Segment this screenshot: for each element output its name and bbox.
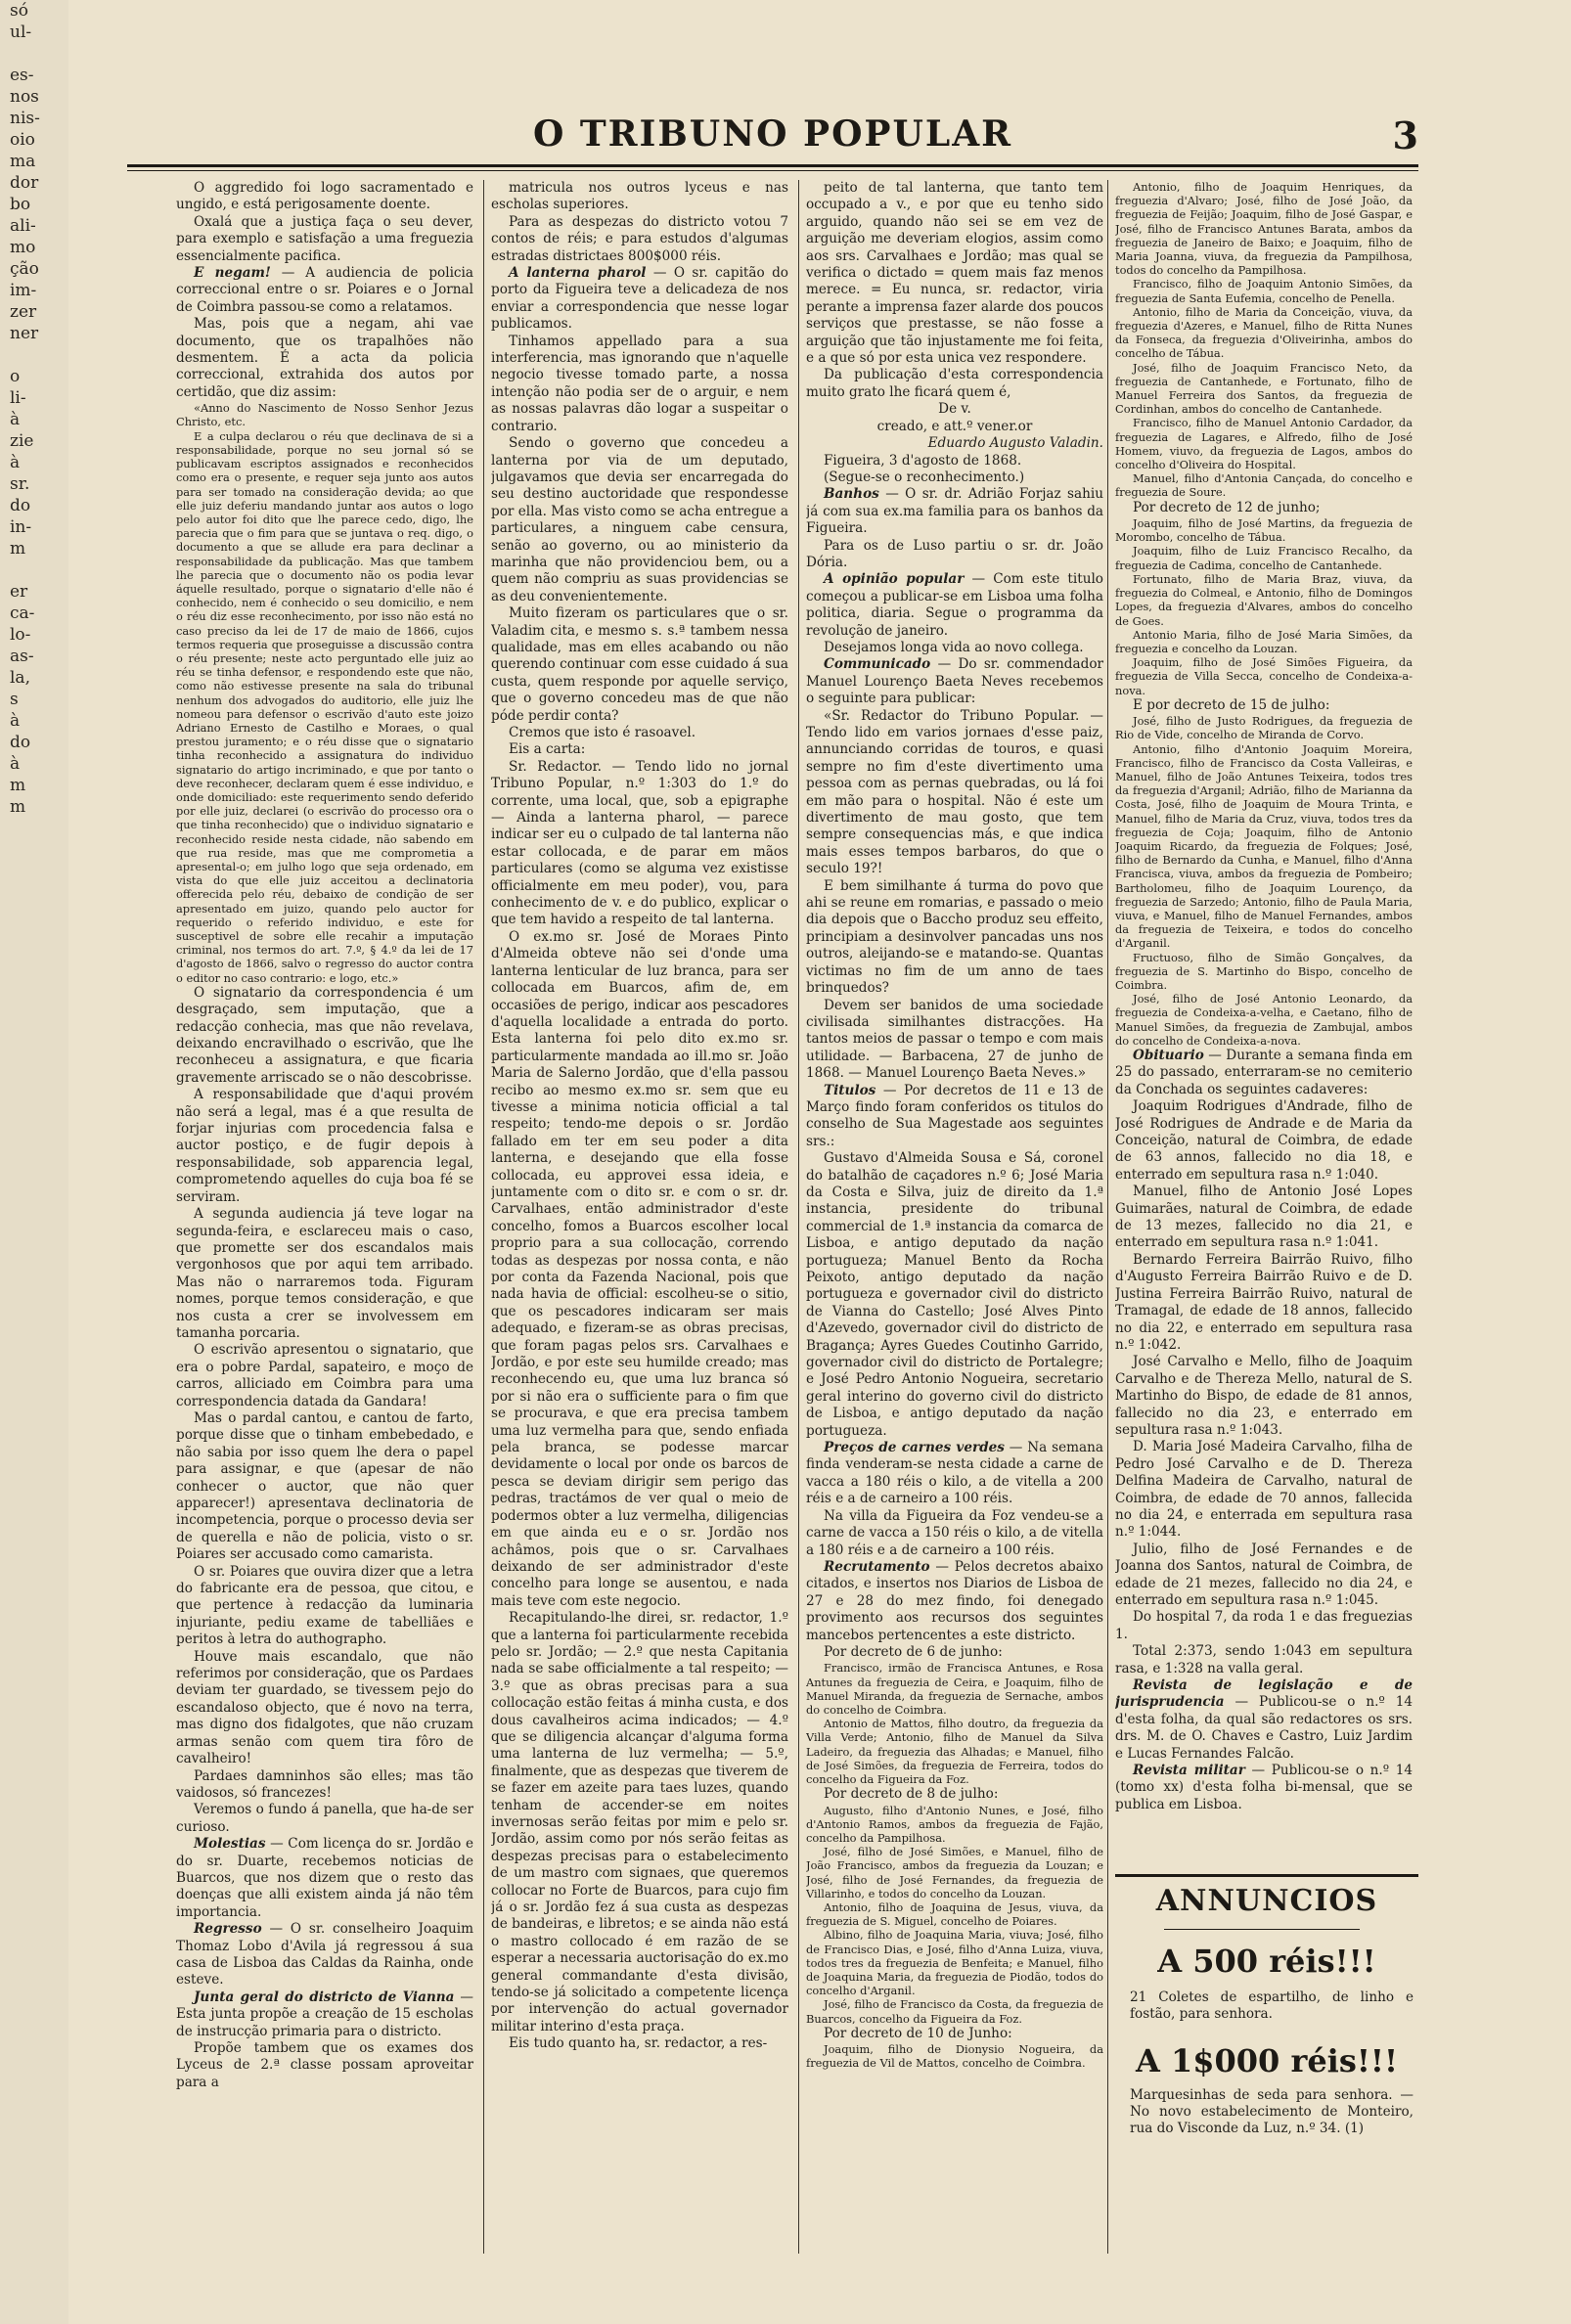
paragraph-text: Mas o pardal cantou, e cantou de farto, porque disse que o tinham embebedado, e não sabia por isso quem lhe dera o papel para assignar, e que (apesar de não conhecer o auctor, que não quer apparecer!) apresentava declinatoria de incompetencia, porque o processo devia ser de querella e não de policia, visto o sr. Poiares ser accusado como camarista.: [176, 1409, 473, 1563]
small-paragraph: Augusto, filho d'Antonio Nunes, e José, filho d'Antonio Ramos, ambos da freguezia de Fajão, concelho da Pampilhosa.: [806, 1803, 1103, 1845]
small-paragraph: José, filho de José Antonio Leonardo, da freguezia de Condeixa-a-velha, e Caetano, filho de Manuel Simões, da freguezia de Zambujal, ambos do concelho de Condeixa-a-nova.: [1115, 992, 1413, 1048]
fragment-text: [0, 43, 68, 65]
paragraph: [176, 1206, 473, 1342]
paragraph-text: Mas, pois que a negam, ahi vae documento, que os trapalhões não desmentem. É a acta da policia correccional, extrahida dos autos por certidão, que diz assim:: [176, 316, 473, 400]
news-headline: A opinião popular: [824, 571, 965, 588]
fragment-text: ção: [10, 259, 39, 279]
fragment-text: nos: [10, 87, 39, 107]
paragraph: [1115, 1643, 1413, 1677]
paragraph: [1115, 1252, 1413, 1354]
news-headline: A lanterna pharol: [509, 265, 647, 282]
paragraph-text: Por decreto de 12 de junho;: [1133, 499, 1321, 515]
paragraph-text: Veremos o fundo á panella, que ha-de ser curioso.: [176, 1802, 473, 1835]
paragraph: [176, 1649, 473, 1768]
news-headline: Banhos: [824, 486, 879, 503]
fragment-text: dor: [10, 173, 39, 193]
paragraph: [491, 435, 788, 605]
paragraph-text: José Carvalho e Mello, filho de Joaquim Carvalho e de Thereza Mello, natural de S. Martinho do Bispo, de edade de 81 annos, fallecido no dia 23, e enterrado em sepultura rasa n.º 1:043.: [1115, 1354, 1413, 1438]
news-item: [176, 1836, 473, 1921]
annuncios-heading: ANNUNCIOS: [1155, 1884, 1378, 1918]
masthead-rule-thin: [127, 170, 1418, 171]
paragraph: [176, 316, 473, 401]
paragraph: [491, 2035, 788, 2052]
paragraph-text: O ex.mo sr. José de Moraes Pinto d'Almeida obteve não sei d'onde uma lanterna lenticular de luz branca, para ser collocada em Buarcos, afim de, em occasiões de perigo, indicar aos pescadores d'aquella localidade a entrada do porto. Esta lanterna foi pelo dito ex.mo sr. particularmente mandada ao ill.mo sr. João Maria de Salerno Jordão, que d'ella passou recibo ao mesmo ex.mo sr. sem que eu tivesse a minima noticia official a tal respeito; tendo-me depois o sr. Jordão fallado em ter em seu poder a dita lanterna, e desejando que ella fosse collocada, eu approvei essa ideia, e juntamente com o dito sr. e com o sr. dr. Carvalhaes, então administrador d'este concelho, fomos a Buarcos escolher local proprio para a sua collocação, correndo todas as despezas por nossa conta, e não por conta da Fazenda Nacional, pois que nada havia de official: escolheu-se o sitio, que os pescadores indicaram ser mais adequado, e fizeram-se as obras precisas, que foram pagas pelos srs. Carvalhaes e Jordão, e por este seu humilde creado; mas reconhecendo eu, que uma luz branca só por si não era o sufficiente para o fim que se procurava, e que era precisa tambem uma luz vermelha para que, sendo enfiada pela branca, se podesse marcar devidamente o local por onde os barcos de pesca se deviam dirigir sem perigo das pedras, tractámos de ver qual o meio de podermos obter a luz vermelha, diligencias em que ainda eu e o sr. Jordão nos achâmos, pois que o sr. Carvalhaes deixando de ser administrador d'este concelho para longe se ausentou, e nada mais teve com este negocio.: [491, 928, 788, 1609]
small-paragraph: Francisco, filho de Joaquim Antonio Simões, da freguezia de Santa Eufemia, concelho de Penella.: [1115, 277, 1413, 305]
small-paragraph: Manuel, filho d'Antonia Cançada, do concelho e freguezia de Soure.: [1115, 471, 1413, 500]
adjacent-page-strip: [0, 0, 70, 2324]
fragment-text: o: [10, 367, 21, 386]
small-paragraph: Joaquim, filho de José Martins, da freguezia de Morombo, concelho de Tábua.: [1115, 516, 1413, 545]
news-headline: E negam!: [194, 265, 271, 282]
ad-text-2: [1130, 2087, 1414, 2137]
fragment-text: à: [10, 410, 21, 429]
paragraph: [806, 998, 1103, 1083]
paragraph: [806, 1786, 1103, 1803]
small-paragraph: José, filho de José Simões, e Manuel, filho de João Francisco, ambos da freguezia da Louzan; e José, filho de José Fernandes, da freguezia de Villarinho, e todos do concelho da Louzan.: [806, 1845, 1103, 1900]
fragment-text: er: [10, 582, 28, 602]
fragment-text: [0, 344, 68, 366]
paragraph-text: Muito fizeram os particulares que o sr. Valadim cita, e mesmo s. s.ª tambem nessa qualidade, mas em elles acabando ou não querendo continuar com esse cuidado á sua custa, quem responde por aquelle serviço, que o governo concedeu mas de que não póde perdir conta?: [491, 605, 788, 724]
paragraph-text: Por decreto de 6 de junho:: [824, 1643, 1003, 1660]
small-paragraph: José, filho de Joaquim Francisco Neto, da freguezia de Cantanhede, e Fortunato, filho de Manuel Ferreira dos Santos, da freguezia de Cordinhan, ambos do concelho de Cantanhede.: [1115, 360, 1413, 417]
fragment-text: [0, 559, 68, 581]
signature-line: Eduardo Augusto Valadin.: [927, 435, 1103, 452]
newspaper-title: O TRIBUNO POPULAR: [532, 113, 1013, 155]
paragraph-text: Figueira, 3 d'agosto de 1868.: [824, 452, 1022, 469]
news-item: [806, 486, 1103, 537]
small-paragraph: Francisco, filho de Manuel Antonio Cardador, da freguezia de Lagares, e Alfredo, filho de José Homem, viuvo, da freguezia de Lagos, ambos do concelho d'Oliveira do Hospital.: [1115, 416, 1413, 472]
fragment-text: m: [10, 539, 26, 559]
news-headline: Junta geral do districto de Vianna: [194, 1989, 455, 2005]
paragraph: [491, 214, 788, 265]
paragraph-text: Para as despezas do districto votou 7 contos de réis; e para estudos d'algumas estradas districtaes 800$000 réis.: [491, 213, 788, 264]
paragraph: [806, 453, 1103, 469]
paragraph: [806, 1150, 1103, 1440]
paragraph: [491, 605, 788, 725]
centered-line: creado, e att.º vener.or: [876, 418, 1033, 434]
annuncios-rule: [1115, 1874, 1418, 1877]
small-paragraph: Antonio, filho de Joaquim Henriques, da freguezia d'Alvaro; José, filho de José João, da freguezia de Feijão; Joaquim, filho de José Gaspar, e José, filho de Francisco Antunes Barata, ambos da freguezia de Janeiro de Baixo; e Joaquim, filho de Maria Joanna, viuva, da freguezia da Pampilhosa, todos do concelho da Pampilhosa.: [1115, 180, 1413, 278]
paragraph: [806, 538, 1103, 572]
small-paragraph: José, filho de Francisco da Costa, da freguezia de Buarcos, concelho da Figueira da Foz.: [806, 1997, 1103, 2026]
paragraph: [1115, 1439, 1413, 1541]
fragment-text: sr.: [10, 474, 30, 494]
paragraph: [491, 929, 788, 1610]
paragraph-text: Recapitulando-lhe direi, sr. redactor, 1.º que a lanterna foi particularmente recebida pelo sr. Jordão; — 2.º que nesta Capitania nada se sabe officialmente a tal respeito; — 3.º que as obras precisas para a sua collocação estão feitas á minha custa, e dos dous cavalheiros acima indicados; — 4.º que se diligencia alcançar d'alguma forma uma lanterna de luz vermelha; — 5.º, finalmente, que as despezas que tiverem de se fazer em azeite para taes luzes, quando tenham de accender-se em noites invernosas serão feitas por mim e pelo sr. Jordão, assim como por nós serão feitas as despezas precisas para o estabelecimento de um mastro com signaes, que queremos collocar no Forte de Buarcos, para cujo fim já o sr. Jordão fez á sua custa as despezas de bandeiras, e libretos; e se ainda não está o mastro collocado é em razão de se esperar a necessaria auctorisação do ex.mo general commandante d'esta divisão, tendo-se já solicitado a competente licença por intervenção do actual governador militar interino d'esta praça.: [491, 1610, 788, 2034]
fragment-text: es-: [10, 66, 34, 85]
paragraph: [806, 1644, 1103, 1661]
ad-reference: (1): [1344, 2121, 1365, 2136]
paragraph-text: peito de tal lanterna, que tanto tem occupado a v., e por que eu tenho sido arguido, quando não sei se em vez de arguição me deveriam elogios, assim como aos srs. Carvalhaes e Jordão; mas qual se verifica o dictado = quem mais faz menos merece. = Eu nunca, sr. redactor, viria perante a imprensa fazer alarde dos poucos serviços que prestasse, se não fosse a arguição que tão injustamente me foi feita, e a que só por esta unica vez respondere.: [806, 180, 1103, 367]
small-paragraph: «Anno do Nascimento de Nosso Senhor Jezus Christo, etc.: [176, 401, 473, 429]
paragraph-text: — Com licença do sr. Jordão e do sr. Duarte, recebemos noticias de Buarcos, que nos dizem que o resto das doenças que alli existem ainda já não têm importancia.: [176, 1836, 473, 1920]
paragraph-text: — Esta junta propõe a creação de 15 escholas de instrucção primaria para o districto.: [176, 1989, 473, 2039]
fragment-text: li-: [10, 388, 26, 408]
fragment-text: ul-: [10, 22, 32, 42]
news-item: [806, 1559, 1103, 1644]
fragment-text: m: [10, 797, 26, 817]
paragraph: [176, 214, 473, 265]
paragraph-text: — Durante a semana finda em 25 do passado, enterraram-se no cemiterio da Conchada os seguintes cadaveres:: [1115, 1048, 1413, 1097]
paragraph: [176, 985, 473, 1087]
paragraph: [806, 180, 1103, 367]
paragraph-text: Na villa da Figueira da Foz vendeu-se a carne de vacca a 150 réis o kilo, a de vitella a 180 réis e a de carneiro a 100 réis.: [806, 1507, 1103, 1558]
paragraph-text: Propõe tambem que os exames dos Lyceus de 2.ª classe possam aproveitar para a: [176, 2040, 473, 2090]
paragraph-text: Sendo o governo que concedeu a lanterna por via de um deputado, julgavamos que devia ser encarregada do seu destino auctoridade que respondesse por ella. Mas visto como se acha entregue a particulares, a ninguem cabe censura, senão ao governo, ou ao ministerio da marinha que não providenciou bem, ou a quem não compriu as suas providencias se as deu convenientemente.: [491, 435, 788, 604]
small-paragraph: Antonio Maria, filho de José Maria Simões, da freguezia e concelho da Louzan.: [1115, 627, 1413, 655]
fragment-text: ma: [10, 152, 36, 171]
paragraph-text: (Segue-se o reconhecimento.): [824, 469, 1025, 485]
fragment-text: à: [10, 711, 21, 731]
paragraph-text: — O sr. dr. Adrião Forjaz sahiu já com sua ex.ma familia para os banhos da Figueira.: [806, 486, 1103, 537]
paragraph-text: O aggredido foi logo sacramentado e ungido, e está perigosamente doente.: [176, 180, 473, 213]
paragraph-text: Por decreto de 8 de julho:: [824, 1786, 999, 1803]
news-headline: Regresso: [194, 1921, 262, 1938]
fragment-text: ner: [10, 324, 39, 343]
page-number: 3: [1392, 113, 1418, 157]
news-item: [806, 1440, 1103, 1508]
paragraph-text: — Publicou-se o n.º 14 (tomo xx) d'esta folha bi-mensal, que se publica em Lisboa.: [1115, 1763, 1413, 1812]
paragraph-text: Oxalá que a justiça faça o seu dever, para exemplo e satisfação a uma freguezia essencialmente pacifica.: [176, 213, 473, 264]
fragment-text: bo: [10, 195, 31, 214]
paragraph: [176, 2040, 473, 2091]
paragraph: [806, 1508, 1103, 1559]
news-item: [806, 571, 1103, 640]
fragment-text: à: [10, 754, 21, 774]
paragraph-text: Por decreto de 10 de Junho:: [824, 2025, 1012, 2041]
fragment-text: ca-: [10, 603, 35, 623]
small-paragraph: E a culpa declarou o réu que declinava de si a responsabilidade, porque no seu jornal só se publicavam escriptos assignados e reconhecidos como era o presente, e requer seja junto aos autos para ser tomado na consideração devida; ao que elle juiz deferiu mandando juntar aos autos o logo pelo autor foi dito que lhe parece cedo, digo, lhe parecia que o fim para que se juntava o req. digo, o documento a que se allude era para declinar a responsabilidade da publicação. Mas que tambem lhe parecia que o documento não os podia levar áquelle resultado, porque o signatario d'elle não é conhecido, nem é conhecido o seu domicilio, e nem o réu diz esse reconhecimento, por isso não está no caso preciso da lei de 17 de maio de 1866, cujos termos requeria que proseguisse a discussão contra o réu presente; neste acto perguntado elle juiz ao réu se tinha defensor, e respondendo este que não, como não estivesse presente na sala do tribunal nenhum dos advogados do auditorio, elle juiz lhe nomeou para defensor o escrivão d'auto este joizo Adriano Ernesto de Castilho e Moraes, o qual prestou juramento; e o réu disse que o signatario tinha reconhecido a assignatura do individuo signatario do artigo incriminado, e que por tanto o deve reconhecer, declaram quem é esse individuo, e onde domiciliado: este requerimento sendo deferido por elle juiz, declarei (o escrivão do processo ora o que tinha reconhecido) que o individuo signatario e reconhecido reside nesta cidade, não sabendo em que rua reside, mas que me comprometia a apresental-o; em julho logo que seja ordenado, em vista do que elle juiz acceitou a declinatoria offerecida pelo réu, debaixo de condição de ser apresentado em juizo, quando pelo auctor for requerido o referido individuo, e este for susceptivel de sobre elle recahir a imputação criminal, nos termos do art. 7.º, § 4.º da lei de 17 d'agosto de 1866, salvo o regresso do auctor contra o editor no caso contrario: e logo, etc.»: [176, 428, 473, 985]
paragraph-text: — Com este titulo começou a publicar-se em Lisboa uma folha politica, diaria. Segue o programma da revolução de janeiro.: [806, 571, 1103, 639]
news-item: [176, 265, 473, 316]
paragraph: [491, 725, 788, 741]
paragraph-text: A segunda audiencia já teve logar na segunda-feira, e esclareceu mais o caso, que promette ser dos escandalos mais vergonhosos que por aqui tem arribado. Mas não o narraremos toda. Figuram nomes, porque temos consideração, e que nos custa a crer se involvessem em tamanha porcaria.: [176, 1206, 473, 1341]
news-headline: Revista militar: [1133, 1763, 1245, 1779]
fragment-text: do: [10, 733, 31, 752]
paragraph: [806, 640, 1103, 656]
paragraph: [1115, 500, 1413, 516]
paragraph-text: O signatario da correspondencia é um desgraçado, sem imputação, que a redacção conhecia, mas que não revelava, deixando encravilhado o escrivão, que lhe reconheceu a assignatura, e que ficaria gravemente arriscado se o não descobrisse.: [176, 984, 473, 1086]
paragraph-text: Para os de Luso partiu o sr. dr. João Dória.: [806, 537, 1103, 570]
paragraph: [491, 741, 788, 758]
paragraph-text: Julio, filho de José Fernandes e de Joanna dos Santos, natural de Coimbra, de edade de 21 mezes, fallecido no dia 24, e enterrado em sepultura rasa n.º 1:045.: [1115, 1541, 1413, 1608]
paragraph-text: Joaquim Rodrigues d'Andrade, filho de José Rodrigues de Andrade e de Maria da Conceição, natural de Coimbra, de edade de 63 annos, fallecido no dia 18, e enterrado em sepultura rasa n.º 1:040.: [1115, 1098, 1413, 1183]
small-paragraph: Antonio, filho de Maria da Conceição, viuva, da freguezia d'Azeres, e Manuel, filho de Ritta Nunes da Fonseca, da freguezia d'Oliveirinha, ambos do concelho de Tábua.: [1115, 304, 1413, 361]
paragraph-text: Eis a carta:: [509, 741, 586, 758]
paragraph-text: Total 2:373, sendo 1:043 em sepultura rasa, e 1:328 na valla geral.: [1115, 1643, 1413, 1676]
fragment-text: à: [10, 453, 21, 472]
ad-text-2-body: Marquesinhas de seda para senhora. — No novo estabelecimento de Monteiro, rua do Visconde da Luz, n.º 34.: [1130, 2087, 1414, 2136]
small-paragraph: Joaquim, filho de Dionysio Nogueira, da freguezia de Vil de Mattos, concelho de Coimbra.: [806, 2042, 1103, 2071]
paragraph-text: A responsabilidade que d'aqui provém não será a legal, mas é a que resulta de forjar injurias com procedencia falsa e auctor postiço, e de fugir depois à responsabilidade, sob apparencia legal, comprometendo aquelles do cuja boa fé se serviram.: [176, 1087, 473, 1205]
news-item: [806, 656, 1103, 707]
column-divider: [483, 180, 484, 2254]
news-item: [176, 1921, 473, 1989]
paragraph-text: matricula nos outros lyceus e nas escholas superiores.: [491, 180, 788, 213]
small-paragraph: Francisco, irmão de Francisca Antunes, e Rosa Antunes da freguezia de Ceira, e Joaquim, filho de Manuel Miranda, da freguezia de Sernache, ambos do concelho de Coimbra.: [806, 1661, 1103, 1717]
fragment-text: oio: [10, 130, 35, 150]
small-paragraph: Fructuoso, filho de Simão Gonçalves, da freguezia de S. Martinho do Bispo, concelho de Coimbra.: [1115, 950, 1413, 992]
small-paragraph: Joaquim, filho de Luiz Francisco Recalho, da freguezia de Cadima, concelho de Cantanhede.: [1115, 544, 1413, 572]
column-1: [176, 180, 473, 2254]
news-headline: Titulos: [824, 1082, 876, 1098]
fragment-text: zer: [10, 302, 37, 322]
paragraph: [176, 1802, 473, 1836]
ad-price-1: A 500 réis!!!: [1157, 1943, 1376, 1980]
column-3: [806, 180, 1103, 2254]
paragraph-text: Eis tudo quanto ha, sr. redactor, a res-: [509, 2035, 768, 2052]
fragment-text: mo: [10, 238, 36, 257]
paragraph-text: — Publicou-se o n.º 14 d'esta folha, da qual são redactores os srs. drs. M. de O. Chaves e Castro, Luiz Jardim e Lucas Fernandes Falcão.: [1115, 1694, 1413, 1762]
paragraph: [176, 1410, 473, 1564]
centered-line: De v.: [938, 401, 971, 418]
fragment-text: m: [10, 776, 26, 795]
paragraph-text: Cremos que isto é rasoavel.: [509, 725, 696, 740]
fragment-text: nis-: [10, 109, 40, 128]
ad-text-1: 21 Coletes de espartilho, de linho e fostão, para senhora.: [1130, 1989, 1414, 2022]
column-2: [491, 180, 788, 2254]
paragraph: [176, 1342, 473, 1410]
paragraph-text: O sr. Poiares que ouvira dizer que a letra do fabricante era de pessoa, que citou, e que pertence à redacção da luminaria injuriante, pediu exame de tabelliães e peritos à letra do authographo.: [176, 1563, 473, 1648]
news-item: [1115, 1763, 1413, 1813]
small-paragraph: José, filho de Justo Rodrigues, da freguezia de Rio de Vide, concelho de Miranda de Corvo.: [1115, 714, 1413, 742]
paragraph: [1115, 1098, 1413, 1184]
paragraph: [806, 469, 1103, 486]
paragraph: [491, 334, 788, 435]
news-item: [176, 1989, 473, 2040]
fragment-text: ali-: [10, 216, 36, 236]
paragraph-text: Pardaes damninhos são elles; mas tão vaidosos, só francezes!: [176, 1767, 473, 1801]
news-item: [1115, 1677, 1413, 1763]
paragraph-text: Desejamos longa vida ao novo collega.: [824, 639, 1084, 655]
fragment-text: do: [10, 496, 31, 515]
fragment-text: zie: [10, 431, 34, 451]
column-divider: [1107, 180, 1108, 2254]
masthead: [127, 110, 1418, 164]
paragraph: [491, 759, 788, 929]
paragraph-text: Sr. Redactor. — Tendo lido no jornal Tribuno Popular, n.º 1:303 do 1.º do corrente, uma local, que, sob a epigraphe — Ainda a lanterna pharol, — parece indicar ser eu o culpado de tal lanterna não estar collocada, e de parar em mãos particulares (como se alguma vez existisse officialmente em meu poder), vou, para conhecimento de v. e do publico, explicar o que tem havido a respeito de tal lanterna.: [491, 758, 788, 928]
paragraph-text: — A audiencia de policia correccional entre o sr. Poiares e o Jornal de Coimbra passou-se como a relatamos.: [176, 265, 473, 315]
paragraph: [491, 180, 788, 214]
fragment-text: lo-: [10, 625, 31, 645]
paragraph-text: Do hospital 7, da roda 1 e das freguezias 1.: [1115, 1609, 1413, 1642]
paragraph-text: E bem similhante á turma do povo que ahi se reune em romarias, e passado o meio dia depois que o Baccho produz seu effeito, principiam a desinvolver pancadas uns nos outros, aleijando-se e matando-se. Quantas victimas no fim de um anno de taes brinquedos?: [806, 877, 1103, 997]
paragraph: [1115, 1184, 1413, 1252]
adjacent-page-fragments: [0, 0, 68, 818]
paragraph-text: E por decreto de 15 de julho:: [1133, 696, 1330, 713]
paragraph: [1115, 1542, 1413, 1610]
paragraph: [806, 367, 1103, 401]
fragment-text: im-: [10, 281, 37, 300]
paragraph: [176, 180, 473, 214]
paragraph-text: — O sr. conselheiro Joaquim Thomaz Lobo d'Avila já regressou á sua casa de Lisboa das Caldas da Rainha, onde esteve.: [176, 1921, 473, 1989]
fragment-text: só: [10, 1, 28, 21]
paragraph-text: O escrivão apresentou o signatario, que era o pobre Pardal, sapateiro, e moço de carros, alliciado em Coimbra para uma correspondencia datada da Gandara!: [176, 1342, 473, 1409]
news-headline: Revista de legislação e de jurisprudencia: [1115, 1677, 1413, 1711]
paragraph-text: Houve mais escandalo, que não referimos por consideração, que os Pardaes deviam ter guardado, se tivessem pejo do escandaloso objecto, que é novo na terra, mas digno dos fidalgotes, que não cruzam armas senão com quem tira fôro de cavalheiro!: [176, 1648, 473, 1767]
paragraph-text: Gustavo d'Almeida Sousa e Sá, coronel do batalhão de caçadores n.º 6; José Maria da Costa e Silva, juiz de direito da 1.ª instancia, presidente do tribunal commercial de 1.ª instancia da comarca de Lisboa, e antigo deputado da nação portugueza; Manuel Bento da Rocha Peixoto, antigo deputado da nação portugueza e governador civil do districto de Vianna do Castello; José Alves Pinto d'Azevedo, governador civil do districto de Bragança; Ayres Guedes Coutinho Garrido, governador civil do districto de Portalegre; e José Pedro Antonio Nogueira, secretario geral interino do governo civil do districto de Lisboa, e antigo deputado da nação portugueza.: [806, 1150, 1103, 1439]
paragraph: [806, 2026, 1103, 2042]
ad-price-2: A 1$000 réis!!!: [1136, 2042, 1398, 2079]
paragraph: [491, 1610, 788, 2035]
paragraph-text: Devem ser banidos de uma sociedade civilisada similhantes distracções. Ha tantos meios de passar o tempo e com mais utilidade. — Barbacena, 27 de junho de 1868. — Manuel Lourenço Baeta Neves.»: [806, 997, 1103, 1082]
small-paragraph: Antonio, filho d'Antonio Joaquim Moreira, Francisco, filho de Francisco da Costa Valleiras, e Manuel, filho de João Antunes Teixeira, todos tres da freguezia d'Arganil; Adrião, filho de Marianna da Costa, José, filho de Joaquim de Moura Trinta, e Manuel, filho de Maria da Cruz, viuva, todos tres da freguezia de Coja; Joaquim, filho de Antonio Joaquim Ricardo, da freguezia de Folques; José, filho de Bernardo da Cunha, e Manuel, filho d'Anna Francisca, viuva, ambos da freguezia de Pombeiro; Bartholomeu, filho de Joaquim Lourenço, da freguezia de Sarzedo; Antonio, filho de Paula Maria, viuva, e Manuel, filho de Manuel Fernandes, ambos da freguezia de Teixeira, e todos do concelho d'Arganil.: [1115, 741, 1413, 951]
paragraph-text: Da publicação d'esta correspondencia muito grato lhe ficará quem é,: [806, 367, 1103, 400]
masthead-rule-thick: [127, 164, 1418, 167]
news-item: [1115, 1048, 1413, 1098]
news-headline: Preços de carnes verdes: [824, 1440, 1005, 1456]
fragment-text: s: [10, 690, 19, 709]
paragraph: [176, 1768, 473, 1803]
small-paragraph: Fortunato, filho de Maria Braz, viuva, da freguezia do Colmeal, e Antonio, filho de Domingos Lopes, da freguezia d'Alvares, ambos do concelho de Goes.: [1115, 571, 1413, 628]
news-item: [806, 1083, 1103, 1151]
news-headline: Recrutamento: [824, 1558, 930, 1575]
paragraph-text: — Do sr. commendador Manuel Lourenço Baeta Neves recebemos o seguinte para publicar:: [806, 656, 1103, 707]
fragment-text: in-: [10, 517, 32, 537]
paragraph-text: — Na semana finda venderam-se nesta cidade a carne de vacca a 180 réis o kilo, a de vitella a 200 réis e a de carneiro a 100 réis.: [806, 1440, 1103, 1507]
news-headline: Molestias: [194, 1836, 266, 1853]
paragraph: [1115, 697, 1413, 714]
paragraph: [1115, 1354, 1413, 1439]
small-paragraph: Antonio, filho de Joaquina de Jesus, viuva, da freguezia de S. Miguel, concelho de Poiares.: [806, 1900, 1103, 1929]
paragraph: [176, 1564, 473, 1649]
newspaper-page: [68, 0, 1571, 2324]
paragraph-text: D. Maria José Madeira Carvalho, filha de Pedro José Carvalho e de D. Thereza Delfina Madeira de Carvalho, natural de Coimbra, de edade de 70 annos, fallecida no dia 24, e enterrada em sepultura rasa n.º 1:044.: [1115, 1439, 1413, 1541]
paragraph-text: — O sr. capitão do porto da Figueira teve a delicadeza de nos enviar a correspondencia que nesse logar publicamos.: [491, 265, 788, 333]
annuncios-divider: [1164, 1929, 1360, 1930]
paragraph-text: — Pelos decretos abaixo citados, e insertos nos Diarios de Lisboa de 27 e 28 do mez findo, foi denegado provimento aos recursos dos seguintes mancebos pertencentes a este districto.: [806, 1558, 1103, 1643]
column-4: [1115, 180, 1413, 1872]
small-paragraph: Joaquim, filho de José Simões Figueira, da freguezia de Villa Secca, concelho de Condeixa-a-nova.: [1115, 655, 1413, 697]
small-paragraph: Albino, filho de Joaquina Maria, viuva; José, filho de Francisco Dias, e José, filho d'Anna Luiza, viuva, todos tres da freguezia de Benfeita; e Manuel, filho de Joaquina Maria, da freguezia de Piodão, todos do concelho d'Arganil.: [806, 1928, 1103, 1998]
paragraph: [176, 1087, 473, 1206]
small-paragraph: Antonio de Mattos, filho doutro, da freguezia da Villa Verde; Antonio, filho de Manuel da Silva Ladeiro, da freguezia das Alhadas; e Manuel, filho de José Simões, da freguezia de Ferreira, todos do concelho da Figueira da Foz.: [806, 1717, 1103, 1786]
news-headline: Obituario: [1133, 1048, 1204, 1063]
news-item: [491, 265, 788, 334]
paragraph-text: Tinhamos appellado para a sua interferencia, mas ignorando que n'aquelle negocio tivesse tomado parte, a nossa intenção não podia ser de o arguir, e nem as nossas palavras dão logar a suspeitar o contrario.: [491, 333, 788, 434]
fragment-text: la,: [10, 668, 30, 688]
news-headline: Communicado: [824, 656, 931, 673]
fragment-text: as-: [10, 647, 34, 666]
paragraph: [806, 878, 1103, 998]
paragraph: [1115, 1609, 1413, 1643]
paragraph-text: Bernardo Ferreira Bairrão Ruivo, filho d'Augusto Ferreira Bairrão Ruivo e de D. Justina Ferreira Bairrão Ruivo, natural de Tramagal, de edade de 18 annos, fallecido no dia 22, e enterrado em sepultura rasa n.º 1:042.: [1115, 1251, 1413, 1353]
paragraph-text: «Sr. Redactor do Tribuno Popular. — Tendo lido em varios jornaes d'esse paiz, annunciando corridas de touros, e quasi sempre no fim d'este divertimento uma pessoa com as pernas quebradas, ou lá foi em mão para o hospital. Não é este um divertimento de mau gosto, que tem sempre consequencias más, e que indica mais esses tempos barbaros, do que o seculo 19?!: [806, 707, 1103, 877]
column-divider: [798, 180, 799, 2254]
paragraph-text: Manuel, filho de Antonio José Lopes Guimarães, natural de Coimbra, de edade de 13 mezes, fallecido no dia 21, e enterrado em sepultura rasa n.º 1:041.: [1115, 1184, 1413, 1251]
paragraph-text: — Por decretos de 11 e 13 de Março findo foram conferidos os titulos do conselho de Sua Magestade aos seguintes srs.:: [806, 1082, 1103, 1149]
paragraph: [806, 708, 1103, 878]
